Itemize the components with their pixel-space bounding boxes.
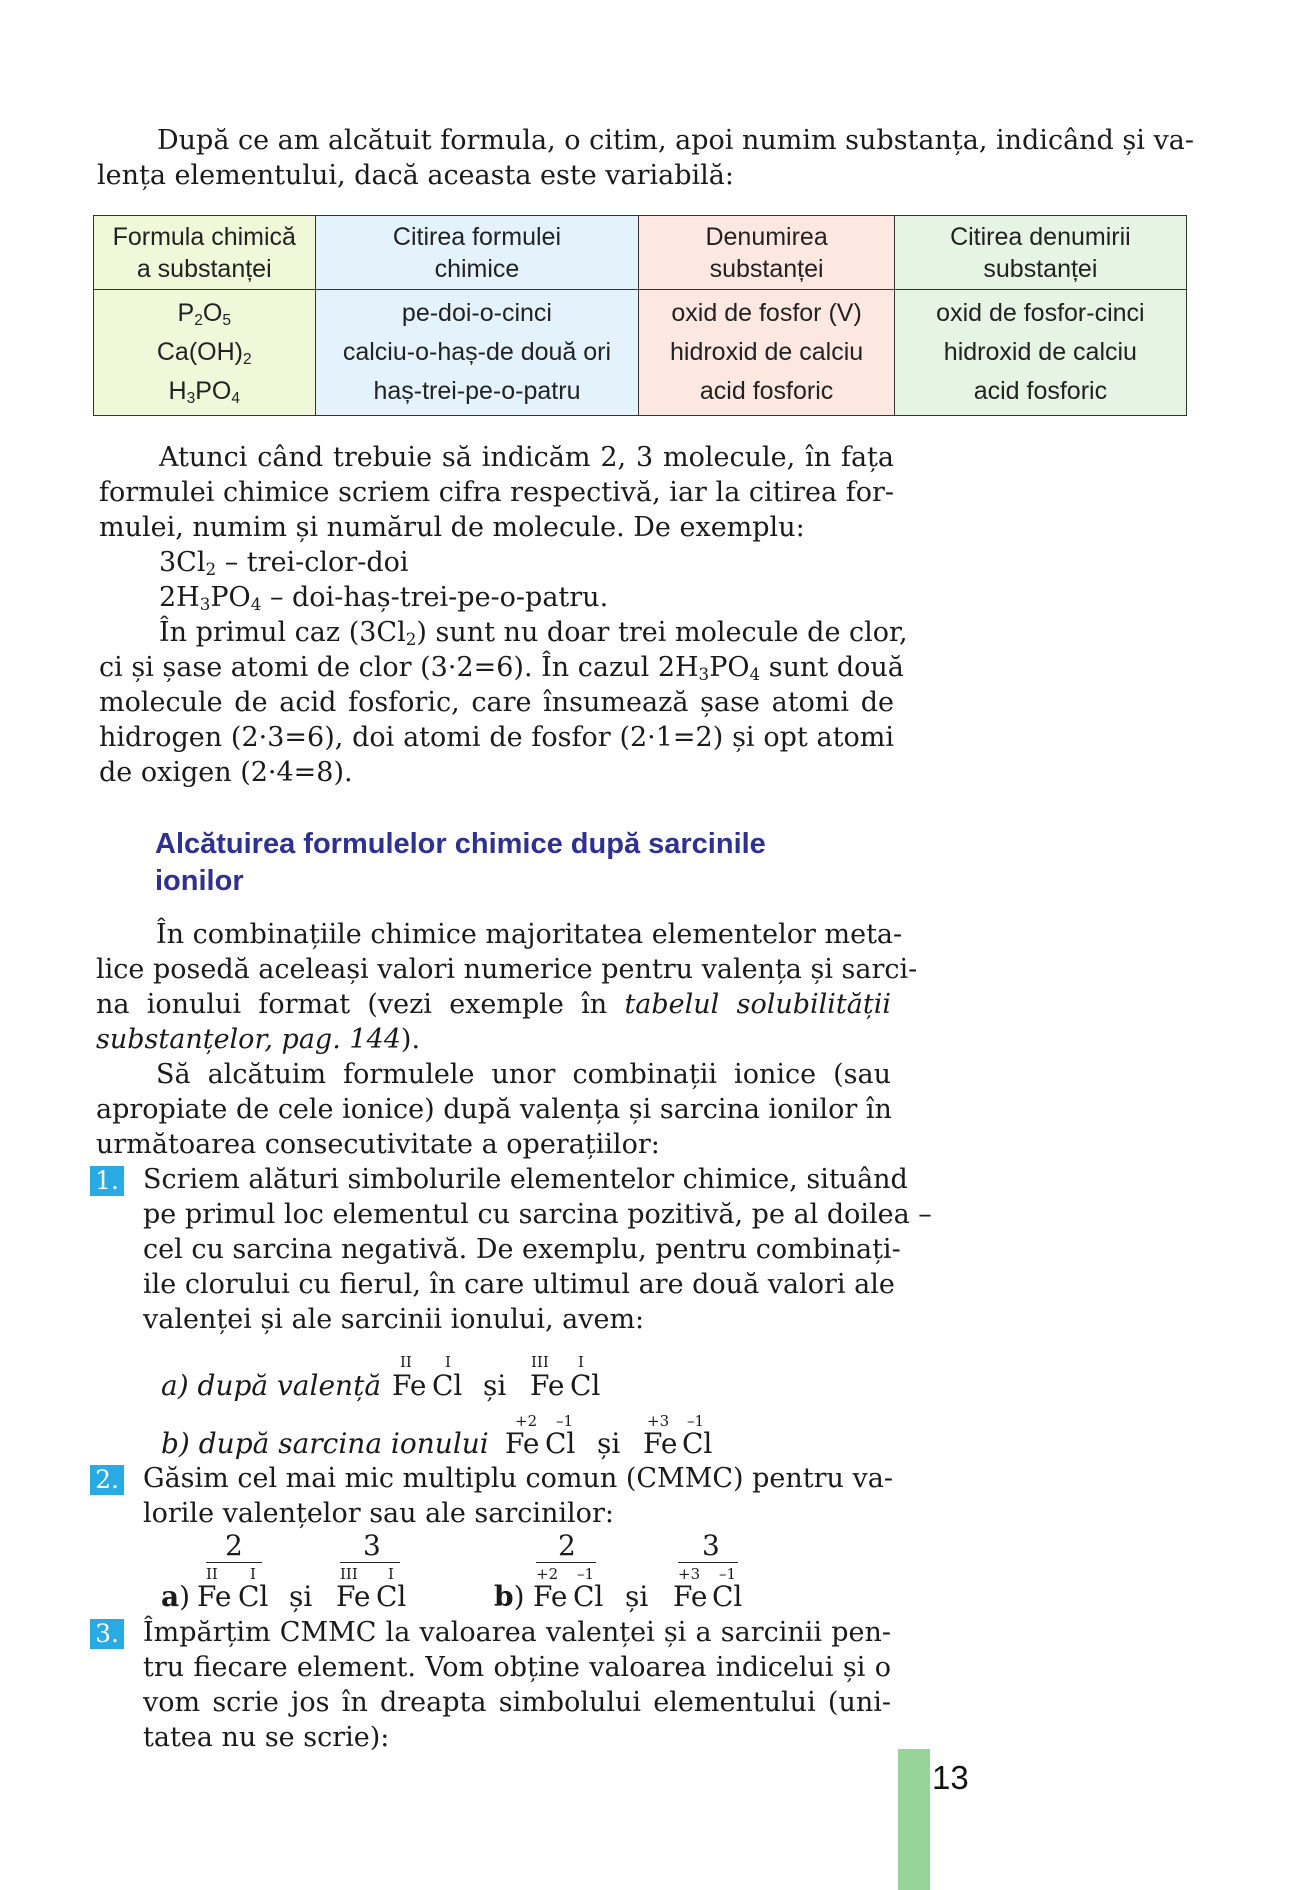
substance-table [93,215,1187,416]
text-line: vom scrie jos în dreapta simbolului elementului (uni- [143,1687,891,1718]
name-reading-cell [894,290,1186,416]
valence-mark: II [206,1565,218,1583]
formula: $P_2O_5$ [177,299,231,329]
element-symbol: Fe [336,1580,371,1613]
element-symbol: Fe [530,1369,565,1402]
name-reading: oxid de fosfor-cinci [936,299,1145,327]
element-symbol: Cl [238,1580,269,1613]
text-line: na ionului format (vezi exemple în tabelul solubilității [96,989,891,1020]
molecules-paragraph [99,440,894,615]
formula: $H_3PO_4$ [168,377,240,407]
text-line: Împărțim CMMC la valoarea valenței și a sarcinii pen- [143,1617,891,1648]
reading-cell [315,290,639,416]
text-line: formulei chimice scriem cifra respectivă, iar la citirea for- [99,477,894,508]
element-symbol: Fe [643,1427,678,1460]
formula-cell [94,290,316,416]
text-line: tru fiecare element. Vom obține valoarea indicelui și o [143,1652,891,1683]
element-symbol: Cl [570,1369,601,1402]
step-2-text [143,1461,891,1531]
text-line: ci și șase atomi de clor (3·2=6). În cazul $2H_3PO_4$ sunt două [99,652,904,685]
element-symbol: Cl [432,1369,463,1402]
element-symbol: Fe [197,1580,232,1613]
fraction-line [536,1562,596,1563]
conjunction: și [483,1369,507,1402]
valence-mark: I [250,1565,256,1583]
charge-mark: –1 [719,1565,737,1583]
conjunction: și [625,1580,649,1613]
element-symbol: Fe [673,1580,708,1613]
header-formula: Formula chimică a substanței [94,216,316,290]
text-line: În combinațiile chimice majoritatea elementelor meta- [156,919,903,950]
page-number: 13 [932,1759,969,1796]
step-badge-1: 1. [90,1166,124,1196]
text-line: valenței și ale sarcinii ionului, avem: [143,1304,645,1335]
header-name-reading: Citirea denumirii substanței [894,216,1186,290]
text-line: mulei, numim și numărul de molecule. De exemplu: [99,512,805,543]
text-line: molecule de acid fosforic, care însumează șase atomi de [99,687,894,718]
name-reading: acid fosforic [973,377,1108,405]
cmmc-label-b: b) [494,1580,525,1613]
fraction-line [206,1562,262,1563]
text-line: lice posedă aceleași valori numerice pentru valența și sarci- [96,954,918,985]
example-line: $3Cl_2$ – trei-clor-doi [159,547,409,580]
conjunction: și [289,1580,313,1613]
reading: haș-trei-pe-o-patru [373,377,581,405]
element-symbol: Cl [376,1580,407,1613]
text-line: tatea nu se scrie): [143,1722,390,1753]
step-1-text [143,1162,932,1337]
text-line: de oxigen (2·4=8). [99,757,353,788]
fraction-line [340,1562,400,1563]
cmmc-label-a: a) [161,1580,191,1613]
substance-name: acid fosforic [699,377,834,405]
element-symbol: Fe [533,1580,568,1613]
element-symbol: Cl [573,1580,604,1613]
substance-name: hidroxid de calciu [670,338,864,366]
fraction-line [678,1562,738,1563]
charge-mark: +3 [678,1565,701,1583]
name-reading: hidroxid de calciu [943,338,1137,366]
element-symbol: Fe [505,1427,540,1460]
example-label: a) după valență [161,1369,382,1402]
page-tab [898,1749,930,1890]
text-line: pe primul loc elementul cu sarcina pozitivă, pe al doilea – [143,1199,932,1230]
intro-paragraph [97,123,1194,193]
element-symbol: Cl [682,1427,713,1460]
header-formula-reading: Citirea formulei chimice [315,216,639,290]
charge-mark: –1 [556,1412,574,1430]
valence-mark: II [400,1353,412,1371]
name-cell [639,290,894,416]
step-badge-3: 3. [90,1619,124,1649]
substance-name: oxid de fosfor (V) [671,299,862,327]
step-3-text [143,1615,891,1755]
charge-mark: –1 [687,1412,705,1430]
element-symbol: Cl [712,1580,743,1613]
conjunction: și [597,1427,621,1460]
step-badge-2: 2. [90,1465,124,1495]
text-line: Atunci când trebuie să indicăm 2, 3 molecule, în fața [159,442,894,473]
element-symbol: Fe [392,1369,427,1402]
element-symbol: Cl [545,1427,576,1460]
cmmc-value: 2 [225,1529,243,1562]
charge-mark: +2 [536,1565,559,1583]
cmmc-value: 3 [702,1529,720,1562]
table-row [94,290,1187,416]
atoms-paragraph [99,615,908,790]
valence-mark: I [445,1353,451,1371]
text-line: următoarea consecutivitate a operațiilor: [96,1129,660,1160]
text-line: Scriem alături simbolurile elementelor chimice, situând [143,1164,908,1195]
text-line: În primul caz $(3Cl_2)$ sunt nu doar trei molecule de clor, [159,617,908,650]
ions-paragraph [96,917,918,1057]
text-line: Găsim cel mai mic multiplu comun (CMMC) pentru va- [143,1463,893,1494]
text-line: lența elementului, dacă aceasta este variabilă: [97,160,735,191]
cmmc-value: 3 [363,1529,381,1562]
text-line: cel cu sarcina negativă. De exemplu, pentru combinați- [143,1234,901,1265]
valence-mark: I [388,1565,394,1583]
operations-paragraph [96,1057,891,1162]
formula: $Ca(OH)_2$ [156,338,252,368]
text-line: După ce am alcătuit formula, o citim, apoi numim substanța, indicând și va- [157,125,1194,156]
valence-mark: III [340,1565,358,1583]
cmmc-value: 2 [558,1529,576,1562]
text-line: lorile valențelor sau ale sarcinilor: [143,1498,614,1529]
valence-mark: III [531,1353,549,1371]
text-line: substanțelor, pag. 144). [96,1024,421,1055]
charge-mark: +3 [647,1412,670,1430]
table-header-row [94,216,1187,290]
valence-mark: I [578,1353,584,1371]
text-line: hidrogen (2·3=6), doi atomi de fosfor (2·1=2) și opt atomi [99,722,894,753]
example-line: $2H_3PO_4$ – doi-haș-trei-pe-o-patru. [159,582,609,615]
example-label: b) după sarcina ionului [161,1427,489,1460]
text-line: apropiate de cele ionice) după valența și sarcina ionilor în [96,1094,892,1125]
charge-mark: –1 [577,1565,595,1583]
header-name: Denumirea substanței [639,216,894,290]
text-line: Să alcătuim formulele unor combinații ionice (sau [156,1059,891,1090]
charge-mark: +2 [515,1412,538,1430]
section-heading: Alcătuirea formulelor chimice după sarcinile ionilor [155,828,766,897]
reading: calciu-o-haș-de două ori [342,338,612,366]
reading: pe-doi-o-cinci [401,299,552,327]
text-line: ile clorului cu fierul, în care ultimul are două valori ale [143,1269,895,1300]
